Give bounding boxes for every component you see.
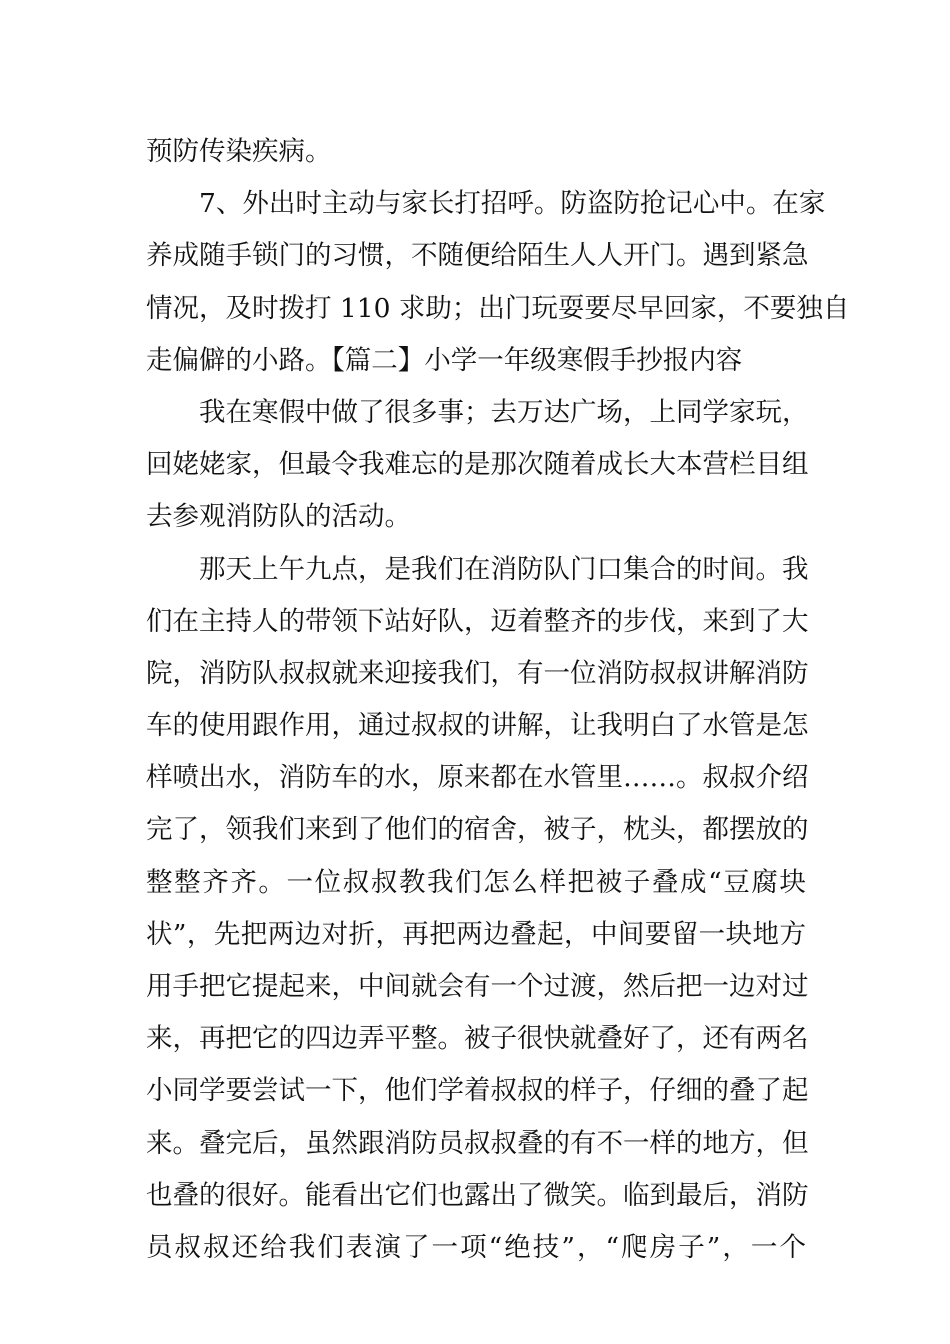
text-line: 们在主持人的带领下站好队，迈着整齐的步伐，来到了大 (146, 605, 809, 637)
text-line: 车的使用跟作用，通过叔叔的讲解，让我明白了水管是怎 (146, 710, 809, 742)
text-line: 完了，领我们来到了他们的宿舍，被子，枕头，都摆放的 (146, 814, 809, 846)
text-line: 情况，及时拨打 110 求助；出门玩耍要尽早回家，不要独自 (146, 292, 850, 324)
text-line: 样喷出水，消防车的水，原来都在水管里……。叔叔介绍 (146, 762, 809, 794)
text-line: 小同学要尝试一下，他们学着叔叔的样子，仔细的叠了起 (146, 1075, 809, 1107)
article-body (146, 126, 850, 1274)
text-line: 养成随手锁门的习惯，不随便给陌生人人开门。遇到紧急 (146, 240, 809, 272)
text-line: 来，再把它的四边弄平整。被子很快就叠好了，还有两名 (146, 1023, 809, 1055)
text-line: 用手把它提起来，中间就会有一个过渡，然后把一边对过 (146, 971, 809, 1002)
text-line: 回姥姥家，但最令我难忘的是那次随着成长大本营栏目组 (146, 449, 809, 481)
text-line: 那天上午九点，是我们在消防队门口集合的时间。我 (146, 553, 809, 585)
text-line: 预防传染疾病。 (146, 136, 332, 167)
text-line: 也叠的很好。能看出它们也露出了微笑。临到最后，消防 (146, 1179, 809, 1211)
text-line: 员叔叔还给我们表演了一项“绝技”，“爬房子”，一个 (146, 1231, 806, 1263)
text-line: 7、外出时主动与家长打招呼。防盗防抢记心中。在家 (146, 188, 826, 220)
text-line: 走偏僻的小路。【篇二】小学一年级寒假手抄报内容 (146, 344, 743, 376)
text-line: 我在寒假中做了很多事；去万达广场，上同学家玩， (146, 396, 809, 428)
text-line: 整整齐齐。一位叔叔教我们怎么样把被子叠成“豆腐块 (146, 866, 806, 898)
text-line: 院，消防队叔叔就来迎接我们，有一位消防叔叔讲解消防 (146, 657, 809, 689)
text-line: 去参观消防队的活动。 (146, 501, 411, 533)
text-line: 来。叠完后，虽然跟消防员叔叔叠的有不一样的地方，但 (146, 1127, 809, 1159)
text-line: 状”，先把两边对折，再把两边叠起，中间要留一块地方 (146, 918, 806, 950)
